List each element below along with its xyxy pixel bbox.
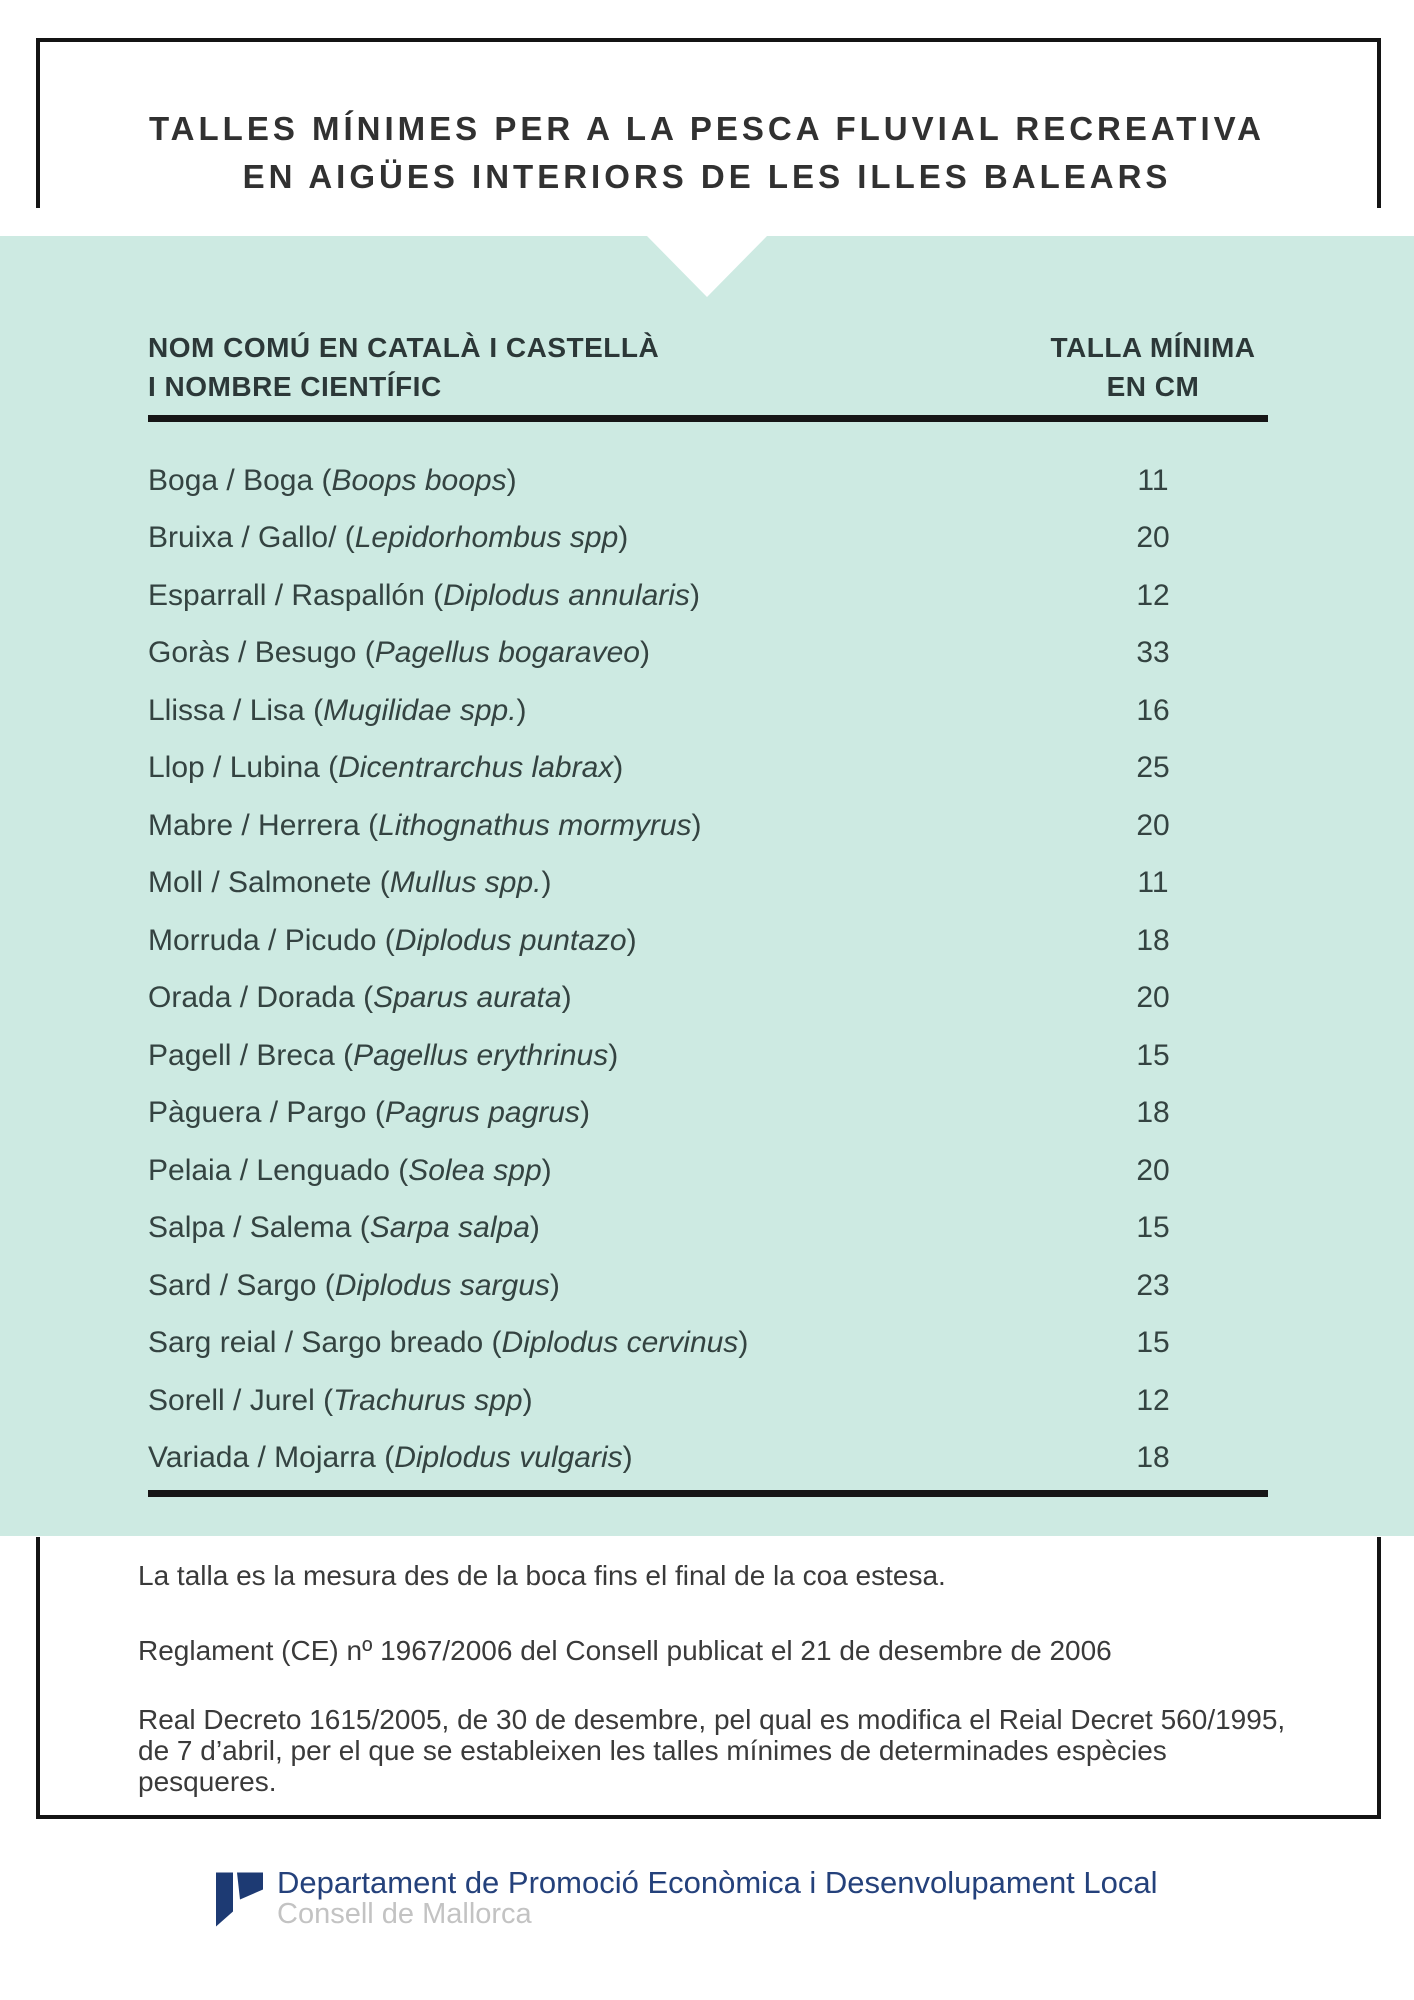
frame-border-left-lower (36, 1537, 40, 1819)
page-title-line2: EN AIGÜES INTERIORS DE LES ILLES BALEARS (242, 158, 1172, 195)
minimum-size-value: 18 (1136, 923, 1170, 957)
table-header-species-line2: I NOMBRE CIENTÍFIC (148, 371, 442, 402)
paren-close: ) (541, 1153, 552, 1187)
paren-open: ( (319, 751, 339, 785)
species-name: Llop / Lubina (Dicentrarchus labrax) (148, 751, 624, 785)
scientific-name: Sparus aurata (373, 981, 562, 1015)
minimum-size-value: 20 (1136, 1153, 1170, 1187)
minimum-size-value: 18 (1136, 1096, 1170, 1130)
table-row (148, 970, 1268, 1028)
paren-close: ) (579, 1096, 590, 1130)
table-row (148, 855, 1268, 913)
scientific-name: Pagrus pagrus (384, 1096, 580, 1130)
scientific-name: Pagellus bogaraveo (374, 636, 640, 670)
species-name: Sorell / Jurel (Trachurus spp) (148, 1383, 533, 1417)
table-row (148, 682, 1268, 740)
paren-open: ( (366, 1096, 385, 1130)
table-row (148, 1315, 1268, 1373)
paren-close: ) (506, 463, 517, 497)
paren-close: ) (689, 578, 700, 612)
species-name: Salpa / Salema (Sarpa salpa) (148, 1211, 540, 1245)
minimum-size-value: 20 (1136, 981, 1170, 1015)
paren-close: ) (639, 636, 650, 670)
consell-de-mallorca-logo-icon (216, 1872, 263, 1927)
minimum-size-value: 15 (1136, 1038, 1170, 1072)
paren-close: ) (626, 923, 637, 957)
note-measure: La talla es la mesura des de la boca fins el final de la coa estesa. (138, 1560, 946, 1591)
scientific-name: Pagellus erythrinus (353, 1038, 609, 1072)
minimum-size-value: 11 (1137, 866, 1169, 900)
table-row (148, 740, 1268, 798)
minimum-size-value: 33 (1136, 636, 1170, 670)
paren-close: ) (561, 981, 572, 1015)
paren-close: ) (549, 1268, 560, 1302)
species-name: Pagell / Breca (Pagellus erythrinus) (148, 1038, 619, 1072)
paren-close: ) (613, 751, 624, 785)
minimum-size-value: 18 (1136, 1441, 1170, 1475)
paren-open: ( (316, 1268, 335, 1302)
scientific-name: Lepidorhombus spp (354, 521, 619, 555)
species-name: Variada / Mojarra (Diplodus vulgaris) (148, 1441, 633, 1475)
table-row (148, 1257, 1268, 1315)
paren-close: ) (541, 866, 552, 900)
species-name: Sard / Sargo (Diplodus sargus) (148, 1268, 560, 1302)
table-row (148, 625, 1268, 683)
table-row (148, 1085, 1268, 1143)
species-name: Mabre / Herrera (Lithognathus mormyrus) (148, 808, 702, 842)
scientific-name: Mullus spp. (389, 866, 542, 900)
species-name: Pàguera / Pargo (Pagrus pagrus) (148, 1096, 590, 1130)
species-name: Orada / Dorada (Sparus aurata) (148, 981, 572, 1015)
table-row (148, 1142, 1268, 1200)
paren-open: ( (424, 578, 444, 612)
paren-close: ) (622, 1441, 633, 1475)
paren-open: ( (313, 463, 332, 497)
footer-department-name: Departament de Promoció Econòmica i Desenvolupament Local (277, 1865, 1158, 1900)
species-name: Esparrall / Raspallón (Diplodus annularis) (148, 578, 700, 612)
paren-open: ( (389, 1153, 409, 1187)
minimum-size-value: 15 (1136, 1211, 1170, 1245)
scientific-name: Trachurus spp (333, 1383, 523, 1417)
minimum-size-value: 15 (1136, 1326, 1170, 1360)
paren-close: ) (516, 693, 527, 727)
scientific-name: Sarpa salpa (369, 1211, 530, 1245)
table-header-size-line1: TALLA MÍNIMA (1050, 332, 1256, 363)
scientific-name: Diplodus cervinus (501, 1326, 739, 1360)
table-header-species-line1: NOM COMÚ EN CATALÀ I CASTELLÀ (148, 332, 660, 363)
paren-open: ( (304, 693, 324, 727)
scientific-name: Diplodus vulgaris (394, 1441, 623, 1475)
scientific-name: Diplodus sargus (334, 1268, 550, 1302)
frame-border-bottom (36, 1815, 1381, 1819)
table-row (148, 1372, 1268, 1430)
table-header-size-line2: EN CM (1106, 371, 1200, 402)
species-name: Goràs / Besugo (Pagellus bogaraveo) (148, 636, 650, 670)
species-name: Moll / Salmonete (Mullus spp.) (148, 866, 552, 900)
table-body (148, 452, 1268, 1487)
table-row (148, 1027, 1268, 1085)
paren-open: ( (351, 1211, 370, 1245)
paren-open: ( (375, 1441, 395, 1475)
paren-open: ( (483, 1326, 502, 1360)
paren-open: ( (371, 866, 390, 900)
paren-close: ) (691, 808, 702, 842)
minimum-size-value: 16 (1136, 693, 1170, 727)
paren-close: ) (529, 1211, 540, 1245)
species-name: Bruixa / Gallo/ (Lepidorhombus spp) (148, 521, 629, 555)
scientific-name: Boops boops (331, 463, 507, 497)
footer-organization-name: Consell de Mallorca (277, 1898, 532, 1930)
note-real-decreto: Real Decreto 1615/2005, de 30 de desembre, pel qual es modifica el Reial Decret 560/1995, de 7 d’abril, per el que se estableixen les talles mínimes de determinades espècies pesqueres. (138, 1704, 1286, 1797)
table-row (148, 912, 1268, 970)
minimum-size-value: 12 (1136, 578, 1170, 612)
table-row (148, 452, 1268, 510)
paren-close: ) (608, 1038, 619, 1072)
page-title-line1: TALLES MÍNIMES PER A LA PESCA FLUVIAL RECREATIVA (148, 110, 1266, 147)
scientific-name: Diplodus annularis (443, 578, 690, 612)
frame-border-right-lower (1377, 1537, 1381, 1819)
minimum-size-value: 25 (1136, 751, 1170, 785)
table-header-species (148, 328, 659, 406)
minimum-size-value: 20 (1136, 521, 1170, 555)
table-row (148, 1430, 1268, 1488)
scientific-name: Diplodus puntazo (394, 923, 627, 957)
paren-close: ) (522, 1383, 533, 1417)
minimum-size-value: 23 (1136, 1268, 1170, 1302)
species-name: Llissa / Lisa (Mugilidae spp.) (148, 693, 527, 727)
paren-open: ( (354, 981, 374, 1015)
table-rule-bottom (148, 1490, 1268, 1497)
paren-open: ( (376, 923, 395, 957)
species-name: Morruda / Picudo (Diplodus puntazo) (148, 923, 637, 957)
paren-open: ( (314, 1383, 334, 1417)
minimum-size-value: 12 (1136, 1383, 1170, 1417)
paren-close: ) (738, 1326, 749, 1360)
scientific-name: Solea spp (408, 1153, 542, 1187)
table-row (148, 567, 1268, 625)
table-row (148, 797, 1268, 855)
paren-close: ) (618, 521, 629, 555)
table-header (148, 328, 1268, 406)
minimum-size-value: 11 (1137, 463, 1169, 497)
minimum-size-value: 20 (1136, 808, 1170, 842)
table-row (148, 510, 1268, 568)
species-name: Sarg reial / Sargo breado (Diplodus cervinus) (148, 1326, 749, 1360)
scientific-name: Mugilidae spp. (323, 693, 517, 727)
paren-open: ( (336, 521, 355, 555)
table-header-size (1038, 328, 1268, 406)
species-name: Pelaia / Lenguado (Solea spp) (148, 1153, 552, 1187)
band-notch-triangle (647, 236, 767, 297)
species-name: Boga / Boga (Boops boops) (148, 463, 517, 497)
page-title (0, 105, 1414, 201)
scientific-name: Dicentrarchus labrax (338, 751, 614, 785)
table-row (148, 1200, 1268, 1258)
note-regulation: Reglament (CE) nº 1967/2006 del Consell publicat el 21 de desembre de 2006 (138, 1635, 1112, 1666)
scientific-name: Lithognathus mormyrus (378, 808, 692, 842)
paren-open: ( (334, 1038, 354, 1072)
paren-open: ( (356, 636, 375, 670)
table-rule-top (148, 415, 1268, 422)
paren-open: ( (359, 808, 379, 842)
frame-border-top (36, 38, 1381, 42)
